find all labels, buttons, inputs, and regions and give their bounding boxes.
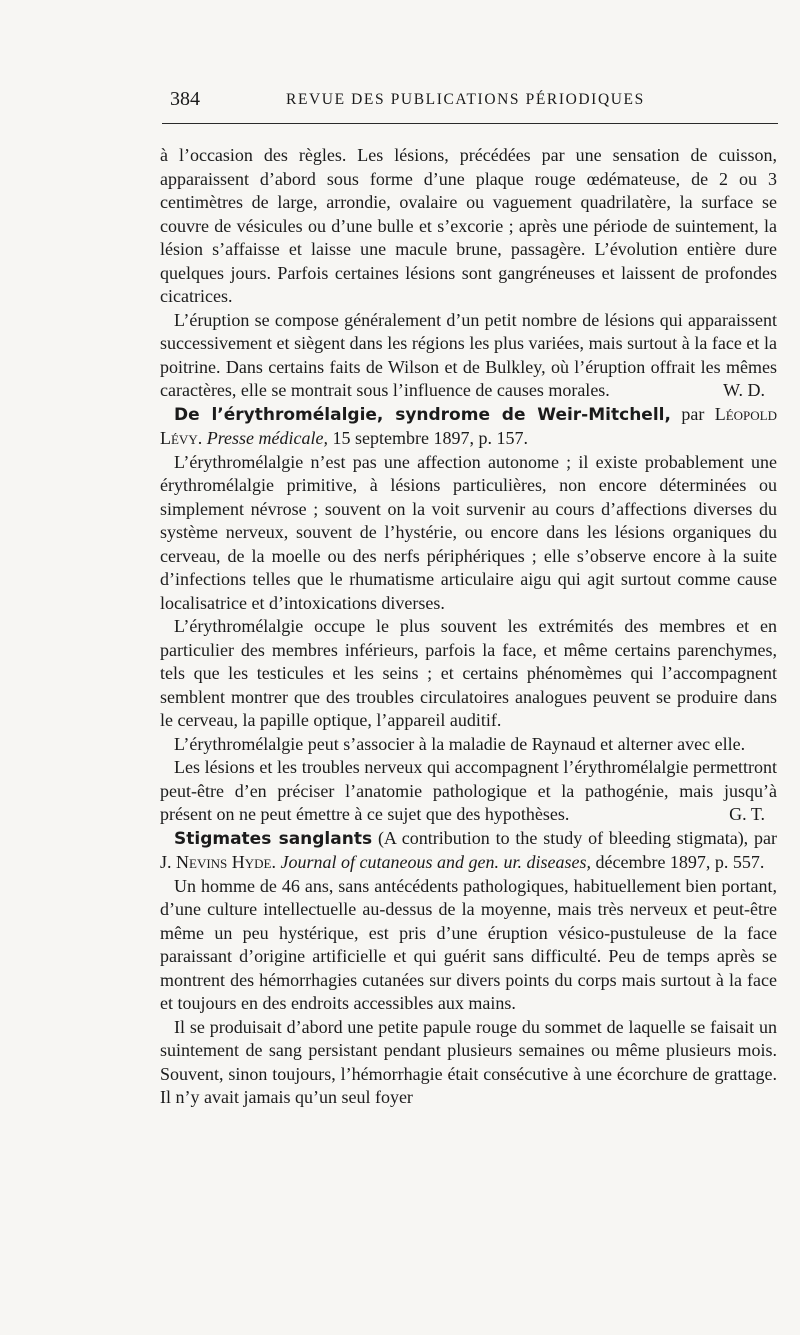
paragraph-text: L’érythromélalgie peut s’associer à la maladie de Raynaud et alterner avec elle.: [174, 733, 746, 754]
paragraph-text: Il se produisait d’abord une petite papule rouge du sommet de laquelle se faisait un suintement de sang persistant pendant plusieurs semaines ou même plusieurs mois. Souvent, sinon toujours, l’hémorrhagie était consécutive à une écorchure de grattage. Il n’y avait jamais qu’un seul foyer: [160, 1016, 777, 1107]
entry-heading: [160, 827, 777, 875]
article-body: [160, 144, 777, 1110]
paragraph-text: Les lésions et les troubles nerveux qui accompagnent l’érythromélalgie permettront peut-être d’en préciser l’anatomie pathologique et la pathogénie, mais jusqu’à présent on ne peut émettre à ce sujet que des hypothèses.: [160, 757, 777, 824]
paragraph: [160, 756, 777, 827]
entry-subtitle: (A contribution to the study of bleeding stigmata), par: [377, 827, 777, 848]
header-rule: [162, 123, 778, 124]
paragraph: [160, 1016, 777, 1110]
paragraph: [160, 733, 777, 757]
running-title: REVUE DES PUBLICATIONS PÉRIODIQUES: [286, 91, 645, 108]
paragraph: [160, 875, 777, 1016]
paragraph-text: à l’occasion des règles. Les lésions, précédées par une sensation de cuisson, apparaissent d’abord sous forme d’une plaque rouge œdémateuse, de 2 ou 3 centimètres de large, arrondie, ovalaire ou vaguement quadrilatère, la surface se couvre de vésicules ou d’une bulle et s’excorie ; après une période de suintement, la lésion s’affaisse et laisse une macule brune, passagère. L’évolution entière dure quelques jours. Parfois certaines lésions sont gangréneuses et laissent de profondes cicatrices.: [160, 145, 777, 306]
entry-heading: [160, 403, 777, 451]
paragraph-text: L’éruption se compose généralement d’un petit nombre de lésions qui apparaissent successivement et siègent dans les régions les plus variées, mais surtout à la face et la poitrine. Dans certains faits de Wilson et de Bulkley, où l’éruption offrait les mêmes caractères, elle se montrait sous l’influence de causes morales.: [160, 309, 777, 400]
paragraph-text: Un homme de 46 ans, sans antécédents pathologiques, habituellement bien portant, d’une culture intellectuelle au-dessus de la moyenne, mais très nerveux et peut-être même un peu hystérique, est pris d’une éruption vésico-pustuleuse de la face paraissant d’origine artificielle et qui guérit sans difficulté. Peu de temps après se montrent des hémorrhagies cutanées sur divers points du corps mais surtout à la face et toujours en des endroits accessibles aux mains.: [160, 875, 777, 1013]
entry-title: Stigmates sanglants: [174, 828, 373, 849]
paragraph: [160, 144, 777, 309]
paragraph: [160, 615, 777, 733]
entry-citation: décembre 1897, p. 557.: [595, 852, 765, 872]
paragraph: [160, 309, 777, 403]
signature: G. T.: [729, 804, 765, 824]
entry-journal: Journal of cutaneous and gen. ur. diseases,: [280, 852, 591, 872]
entry-title: De l’érythromélalgie, syndrome de Weir-Mitchell,: [174, 404, 671, 425]
entry-by: par: [681, 403, 705, 424]
page-number: 384: [170, 88, 200, 110]
paragraph-text: L’érythromélalgie occupe le plus souvent les extrémités des membres et en particulier des membres inférieurs, parfois la face, et même certains parenchymes, tels que les testicules et les seins ; et certains phénomèmes qui l’accompagnent semblent montrer que des troubles circulatoires analogues peuvent se produire dans le cerveau, la papille optique, l’appareil auditif.: [160, 616, 777, 730]
entry-author: Léopold Lévy.: [160, 403, 778, 448]
paragraph: [160, 451, 777, 616]
entry-citation: 15 septembre 1897, p. 157.: [332, 428, 528, 448]
entry-journal: Presse médicale,: [206, 428, 329, 448]
paragraph-text: L’érythromélalgie n’est pas une affection autonome ; il existe probablement une érythromélalgie primitive, à lésions particulières, non encore déterminées ou simplement névrose ; souvent on la voit survenir au cours d’affections diverses du système nerveux, souvent de l’hystérie, ou encore dans les lésions organiques du cerveau, de la moelle ou des nerfs périphériques ; elle s’observe encore à la suite d’infections telles que le rhumatisme articulaire aigu qui agit surtout comme cause localisatrice et d’intoxications diverses.: [160, 451, 777, 613]
signature: W. D.: [723, 380, 765, 400]
page-header: [170, 88, 776, 114]
entry-author: J. Nevins Hyde.: [160, 852, 276, 872]
